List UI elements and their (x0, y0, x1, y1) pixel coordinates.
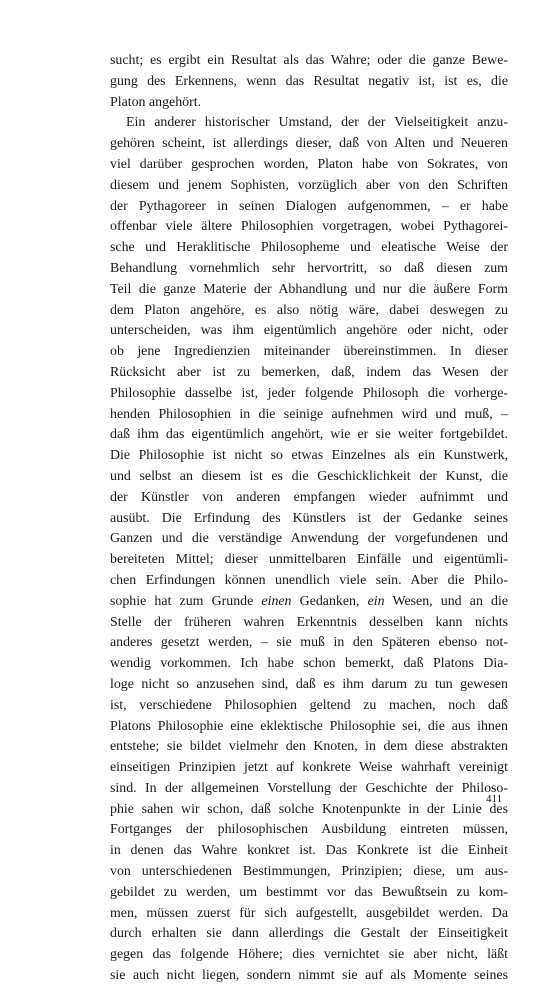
text-line: Behandlung vornehmlich sehr hervortritt, so daß diesen zum (110, 260, 508, 276)
text-line: Rücksicht aber ist zu bemerken, daß, indem das Wesen der (110, 364, 508, 380)
text-line: wendig vorkommen. Ich habe schon bemerkt, daß Platons Dia- (110, 656, 508, 672)
text-line: von unterschiedenen Bestimmungen, Prinzipien; diese, um aus- (110, 864, 508, 880)
text-line: daß ihm das eigentümlich angehört, wie er sie weiter fortgebildet. (110, 427, 508, 443)
text-line: sie auch nicht liegen, sondern nimmt sie auf als Momente seines (110, 968, 508, 984)
text-line: Ein anderer historischer Umstand, der der Vielseitigkeit anzu- (126, 115, 508, 131)
text-line: henden Philosophien in die seinige aufnehmen wird und muß, – (110, 406, 508, 422)
text-line: diesem und jenem Sophisten, vorzüglich aber von den Schriften (110, 177, 508, 193)
text-segment: Wesen, und an die (384, 593, 509, 609)
text-line: sche und Heraklitische Philosopheme und eleatische Weise der (110, 240, 508, 256)
text-line: gegen das folgende Höhere; dies vernichtet sie aber nicht, läßt (110, 947, 508, 963)
text-line: entstehe; sie bildet vielmehr den Knoten, in dem diese abstrakten (110, 739, 508, 755)
text-line: Teil die ganze Materie der Abhandlung und nur die äußere Form (110, 281, 508, 297)
text-line: loge nicht so anzusehen sind, daß es ihm darum zu tun gewesen (110, 676, 508, 692)
text-line: Platons Philosophie eine eklektische Philosophie sei, die aus ihnen (110, 718, 508, 734)
text-line: Stelle der früheren wahren Erkenntnis desselben kann nichts (110, 614, 508, 630)
text-segment: sophie hat zum Grunde (110, 593, 262, 609)
text-line: gehören scheint, ist allerdings dieser, daß von Alten und Neueren (110, 136, 508, 152)
text-line: Fortganges der philosophischen Ausbildung eintreten müssen, (110, 822, 508, 838)
text-line: und selbst an diesem ist es die Geschicklichkeit der Kunst, die (110, 468, 508, 484)
text-line: gebildet zu werden, um bestimmt vor das Bewußtsein zu kom- (110, 884, 508, 900)
text-line: gung des Erkennens, wenn das Resultat negativ ist, ist es, die (110, 73, 508, 89)
text-line: anderes gesetzt werden, – sie muß in den Späteren ebenso not- (110, 635, 508, 651)
text-line: viel darüber gesprochen worden, Platon habe von Sokrates, von (110, 156, 508, 172)
text-line: einseitigen Prinzipien jetzt auf konkrete Weise wahrhaft vereinigt (110, 760, 508, 776)
text-line: Philosophie dasselbe ist, jeder folgende Philosoph die vorherge- (110, 385, 508, 401)
emphasis-text: ein (367, 593, 385, 609)
text-line: dem Platon angehöre, es also nötig wäre, dabei deswegen zu (110, 302, 508, 318)
text-line: Die Philosophie ist nicht so etwas Einzelnes als ein Kunstwerk, (110, 448, 508, 464)
emphasis-text: einen (261, 593, 292, 609)
text-segment: Gedanken, (291, 593, 368, 609)
text-line (110, 592, 508, 613)
text-line: in denen das Wahre konkret ist. Das Konkrete ist die Einheit (110, 843, 508, 859)
text-line: offenbar viele ältere Philosophien vorgetragen, wobei Pythagorei- (110, 219, 508, 235)
text-line: ist, verschiedene Philosophien geltend zu machen, noch daß (110, 697, 508, 713)
text-line: der Pythagoreer in seinen Dialogen aufgenommen, – er habe (110, 198, 508, 214)
text-line: ob jene Ingredienzien miteinander übereinstimmen. In dieser (110, 344, 508, 360)
text-line: der Künstler von anderen empfangen wieder aufnimmt und (110, 489, 508, 505)
text-line: durch erhalten sie dann allerdings die Gestalt der Einseitigkeit (110, 926, 508, 942)
text-line: ausübt. Die Erfindung des Künstlers ist der Gedanke seines (110, 510, 508, 526)
text-line: bereiteten Mittel; dieser unmittelbaren Einfälle und eigentümli- (110, 552, 508, 568)
text-line: sucht; es ergibt ein Resultat als das Wahre; oder die ganze Bewe- (110, 53, 508, 68)
text-line: unterscheiden, was ihm eigentümlich angehöre oder nicht, oder (110, 323, 508, 339)
text-line: phie sahen wir schon, daß solche Knotenpunkte in der Linie des (110, 801, 508, 817)
text-line: chen Erfindungen können unendlich viele sein. Aber die Philo- (110, 572, 508, 588)
page-number: 411 (486, 793, 503, 805)
text-line: men, müssen zuerst für sich aufgestellt, ausgebildet werden. Da (110, 905, 508, 921)
body-text (110, 51, 508, 987)
text-line: Ganzen und die verständige Anwendung der vorgefundenen und (110, 531, 508, 547)
text-line: sind. In der allgemeinen Vorstellung der Geschichte der Philoso- (110, 780, 508, 796)
text-line: Platon angehört. (110, 94, 202, 110)
